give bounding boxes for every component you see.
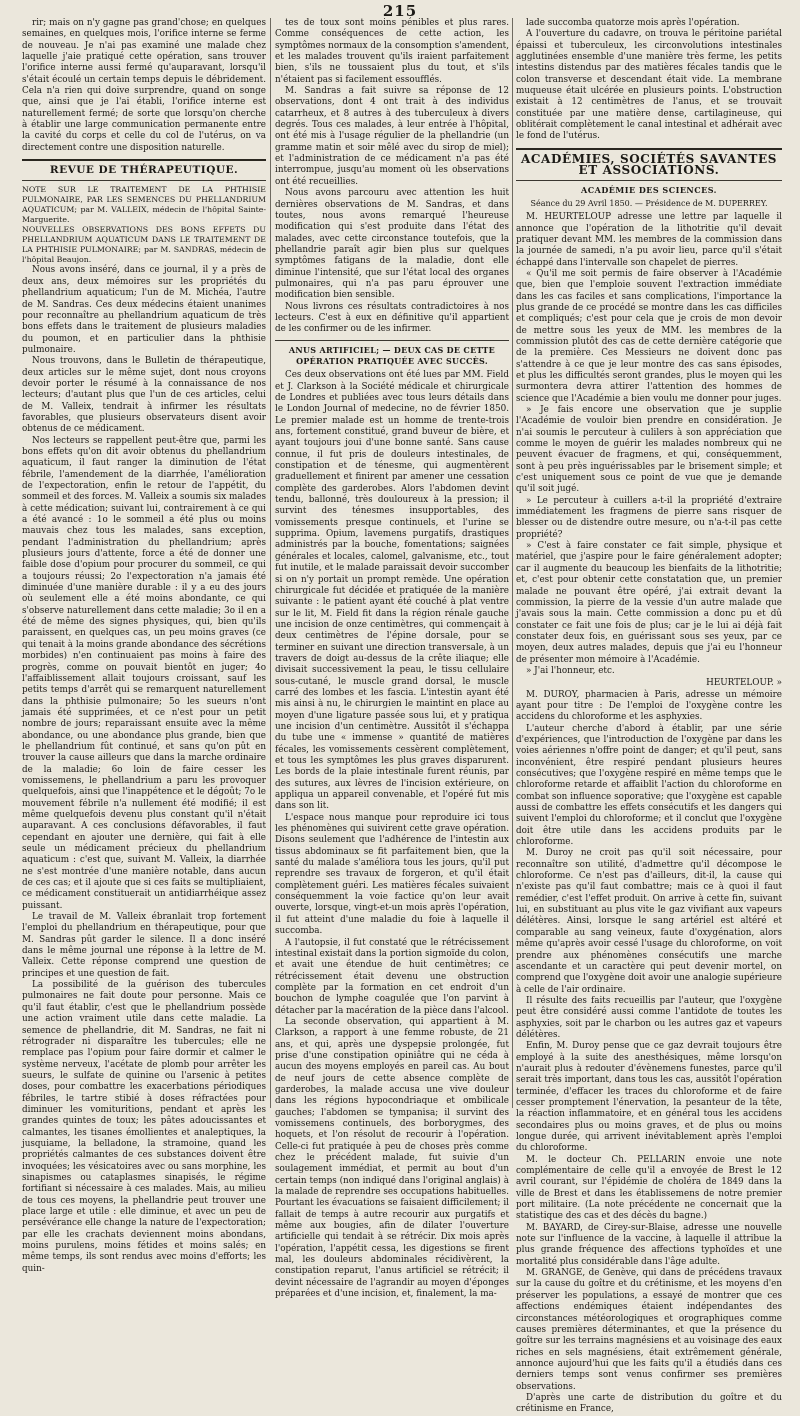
paragraph: » Le percuteur à cuillers a-t-il la propriété d'extraire immédiatement les fragmens de pierre sans risquer de blesser ou de distendre outre mesure, ou n'a-t-il pas cette propriété?: [516, 495, 782, 540]
paragraph: Nous avons inséré, dans ce journal, il y a près de deux ans, deux mémoires sur les propriétés du phellandrium aquaticum; l'un de M. Michéa, l'autre de M. Sandras. Ces deux médecins étaient unanimes pour reconnaître au phellandrium aquaticum de très bons effets dans le traitement de plusieurs maladies du poumon, et en particulier dans la phthisie pulmonaire.: [22, 265, 266, 355]
section-title-academies: ACADÉMIES, SOCIÉTÉS SAVANTES ET ASSOCIATIONS.: [520, 151, 777, 178]
paragraph: » Je fais encore une observation que je supplie l'Académie de vouloir bien prendre en considération. Je n'ai soumis le percuteur à culilers à son appréciation que comme le moyen de guérir les malades nombreux qui ne peuvent évacuer de fragmens, et qui, conséquemment, sont à peu près inguérissables par le brisement simple; et c'est uniquement sous ce point de vue que je demande qu'il soit jugé.: [516, 405, 782, 495]
column-rule-2: [512, 18, 513, 1108]
paragraph: Nous livrons ces résultats contradictoires à nos lecteurs. C'est à eux en définitive qu'il appartient de les confirmer ou de les infirmer.: [275, 301, 509, 335]
article-heading-valleix: NOTE SUR LE TRAITEMENT DE LA PHTHISIE PULMONAIRE, PAR LES SEMENCES DU PHELLANDRIUM AQUATICUM; par M. VALLEIX, médecin de l'hôpital Sainte-Marguerite.: [22, 185, 266, 225]
paragraph: D'après une carte de distribution du goître et du crétinisme en France,: [516, 1392, 782, 1415]
section-divider: [22, 180, 266, 181]
paragraph: L'espace nous manque pour reproduire ici tous les phénomènes qui suivirent cette grave opération. Disons seulement que l'adhérence de l'intestin aux tissus abdominaux se fit parfaitement bien, que la santé du malade s'améliora tous les jours, qu'il put reprendre ses travaux de forgeron, et qu'il était complètement guéri. Les matières fécales suivaient conséquemment la voie factice qu'on leur avait ouverte, lorsque, vingt-et-un mois après l'opération, il fut atteint d'une maladie du foie à laquelle il succomba.: [275, 812, 509, 937]
page-number: 215: [382, 2, 418, 20]
paragraph: La seconde observation, qui appartient à M. Clarkson, a rapport à une femme robuste, de 21 ans, et qui, après une dyspepsie prolongée, fut prise d'une constipation opiniâtre qui ne céda à aucun des moyens employés en pareil cas. Au bout de neuf jours de cette absence complète de garderobes, la malade accusa une vive douleur dans les régions hypocondriaque et ombilicale gauches; l'abdomen se tympanisa; il survint des vomissemens continuels, des borborygmes, des hoquets, et l'on résolut de recourir à l'opération. Celle-ci fut pratiquée à peu de choses près comme chez le précédent malade, fut suivie d'un soulagement immédiat, et permit au bout d'un certain temps (non indiqué dans l'original anglais) à la malade de reprendre ses occupations habituelles. Pourtant les évacuations se faisaient difficilement; il fallait de temps à autre recourir aux purgatifs et même aux bougies, afin de dilater l'ouverture artificielle qui tendait à se rétrécir. Dix mois après l'opération, l'appétit cessa, les digestions se firent mal, les douleurs abdominales récidivèrent, la constipation reparut, l'anus artificiel se rétrécit; il devint nécessaire de l'agrandir au moyen d'éponges préparées et d'une incision, et, finalement, la ma-: [275, 1016, 509, 1300]
section-divider: [516, 148, 782, 150]
paragraph: M. HEURTELOUP adresse une lettre par laquelle il annonce que l'opération de la lithotritie qu'il devait pratiquer devant MM. les membres de la commission dans la journée de samedi, n'a pu avoir lieu, parce qu'il s'était échappé dans l'intervalle son chapelet de pierres.: [516, 212, 782, 268]
paragraph: M. Sandras a fait suivre sa réponse de 12 observations, dont 4 ont trait à des individus catarrheux, et 8 autres à des tuberculeux à divers degrés. Tous ces malades, à leur entrée à l'hôpital, ont été mis à l'usage régulier de la phellandrie (un gramme matin et soir mêlé avec du sirop de miel); et l'administration de ce médicament n'a pas été interrompue, jusqu'au moment où les observations ont été recueillies.: [275, 86, 509, 187]
paragraph: Ces deux observations ont été lues par MM. Field et J. Clarkson à la Société médicale et chirurgicale de Londres et publiées avec tous leurs détails dans le London Journal of medecine, no de février 1850. Le premier malade est un homme de trente-trois ans, fortement constitué, grand buveur de bière, et ayant toujours joui d'une bonne santé. Sans cause connue, il fut pris de douleurs intestinales, de constipation et de ténesme, qui augmentèrent graduellement et finirent par amener une cessation complète des garderobes. Alors l'abdomen devint tendu, ballonné, très douloureux à la pression; il survint des ténesmes insupportables, des vomissements presque continuels, et l'urine se supprima. Opium, lavemens purgatifs, drastiques administrés par la bouche, fomentations; saignées générales et locales, calomel, galvanisme, etc., tout fut inutile, et le malade paraissait devoir succomber si on n'y portait un prompt remède. Une opération chirurgicale fut décidée et pratiquée de la manière suivante : le patient ayant été couché à plat ventre sur le lit, M. Field fit dans la région rénale gauche une incision de onze centimètres, qui commençait à deux centimètres de l'épine dorsale, pour se terminer en suivant une direction transversale, à un travers de doigt au-dessus de la crête iliaque; elle divisait successivement la peau, le tissu cellulaire sous-cutané, le muscle grand dorsal, le muscle carré des lombes et les fascia. L'intestin ayant été mis ainsi à nu, le chirurgien le maintint en place au moyen d'une ligature passée sous lui, et y pratiqua une incision d'un centimètre. Aussitôt il s'échappa du tube une « immense » quantité de matières fécales, les vomissements cessèrent complètement, et tous les symptômes les plus graves disparurent. Les bords de la plaie intestinale furent réunis, par des sutures, aux lèvres de l'incision extérieure, on appliqua un appareil convenable, et l'opéré fut mis dans son lit.: [275, 370, 509, 812]
paragraph: Il résulte des faits recueillis par l'auteur, que l'oxygène peut être considéré aussi comme l'antidote de toutes les asphyxies, soit par le charbon ou les autres gaz et vapeurs délétères.: [516, 995, 782, 1040]
article-heading-sandras: NOUVELLES OBSERVATIONS DES BONS EFFETS DU PHELLANDRIUM AQUATICUM DANS LE TRAITEMENT DE LA PHTHISIE PULMONAIRE; par M. SANDRAS, médecin de l'hôpital Beaujon.: [22, 225, 266, 265]
subsection-title: ACADÉMIE DES SCIENCES.: [581, 185, 717, 196]
paragraph: tes de toux sont moins pénibles et plus rares. Comme conséquences de cette action, les symptômes normaux de la consomption s'amendent, et les malades trouvent qu'ils iraient parfaitement bien, s'ils ne toussaient plus du tout, et s'ils n'étaient pas si facilement essoufflés.: [275, 18, 509, 85]
paragraph: L'auteur cherche d'abord à établir, par une série d'expériences, que l'introduction de l'oxygène par dans les voies aériennes n'offre point de danger; et qu'il peut, sans inconvénient, être respiré pendant plusieurs heures consécutives; que l'oxygène respiré en même temps que le chloroforme retarde et affaiblit l'action du chloroforme en combat son influence soporative; que l'oxygène est capable aussi de combattre les effets consécutifs et les dangers qui suivent l'emploi du chloroforme; et il conclut que l'oxygène doit être utile dans les accidens produits par le chloroforme.: [516, 723, 782, 848]
signature: HEURTELOUP. »: [706, 678, 782, 689]
paragraph: Nos lecteurs se rappellent peut-être que, parmi les bons effets qu'on dit avoir obtenus du phellandrium aquaticum, il faut ranger la diminution de l'état fébrile, l'amendement de la diarrhée, l'amélioration de l'expectoration, enfin le retour de l'appétit, du sommeil et des forces. M. Valleix a soumis six malades à cette médication; suivant lui, contrairement à ce qui a été avancé : 1o le sommeil a été plus ou moins mauvais chez tous les malades, sans exception, pendant l'administration du phellandrium; après plusieurs jours d'attente, force a été de donner une faible dose d'opium pour procurer du sommeil, ce qui a toujours réussi; 2o l'expectoration n'a jamais été diminuée d'une manière durable : il y a eu des jours où seulement elle a été moins abondante, ce qui s'observe naturellement dans cette maladie; 3o il en a été de même des signes physiques, qui, bien qu'ils paraissent, en quelques cas, un peu moins graves (ce qui tenait à la moins grande abondance des sécrétions morbides) n'en continuaient pas moins à faire des progrès, comme on pouvait bientôt en juger; 4o l'affaiblissement allait toujours croissant, sauf les petits temps d'arrêt qui se remarquent naturellement dans la phthisie pulmonaire; 5o les sueurs n'ont jamais été supprimées, et ce n'est pour un petit nombre de jours; reparaissant ensuite avec la même abondance, ou une abondance plus grande, bien que le phellandrium fût continué, et sans qu'on pût en trouver la cause ailleurs que dans la marche ordinaire de la maladie; 6o loin de faire cesser les vomissemens, le phellandrium a paru les provoquer quelquefois, ainsi que l'inappétence et le dégoût; 7o le mouvement fébrile n'a nullement été modifié; il est même quelquefois devenu plus constant qu'il n'était auparavant. A ces conclusions défavorables, il faut cependant en ajouter une dernière, qui fait à elle seule un médicament précieux du phellandrium aquaticum : c'est que, suivant M. Valleix, la diarrhée ne s'est montrée d'une manière notable, dans aucun de ces cas; et il ajoute que si ces faits se multipliaient, ce médicament constituerait un antidiarrhéique assez puissant.: [22, 435, 266, 911]
paragraph: » J'ai l'honneur, etc.: [526, 665, 615, 676]
column-1: [22, 18, 266, 1274]
paragraph: La possibilité de la guérison des tubercules pulmonaires ne fait doute pour personne. Mais ce qu'il faut établir, c'est que le phellandrium possède une action vraiment utile dans cette maladie. La semence de phellandrie, dit M. Sandras, ne fait ni rétrograder ni disparaître les tubercules; elle ne remplace pas l'opium pour faire dormir et calmer le système nerveux, l'acétate de plomb pour arrêter les sueurs, le sulfate de quinine ou l'arsenic à petites doses, pour combattre les exacerbations périodiques fébriles, le tartre stibié à doses réfractées pour diminuer les vomituritions, pendant et après les grandes quintes de toux; les pâtes adoucissantes et calmantes, les tisanes émollientes et analeptiques, la jusquiame, la belladone, la stramoine, quand les propriétés calmantes de ces substances doivent être invoquées; les vésicatoires avec ou sans morphine, les sinapismes ou cataplasmes sinapisés, le régime fortifiant si nécessaire à ces malades. Mais, au milieu de tous ces moyens, la phellandrie peut trouver une place large et utile : elle diminue, et avec un peu de persévérance elle change la nature de l'expectoration; par elle les crachats deviennent moins abondans, moins purulens, moins fétides et moins salés; en même temps, ils sont rendus avec moins d'efforts; les quin-: [22, 980, 266, 1274]
paragraph: Nous trouvons, dans le Bulletin de thérapeutique, deux articles sur le même sujet, dont nous croyons devoir porter le résumé à la connaissance de nos lecteurs; d'autant plus que l'un de ces articles, celui de M. Valleix, tendrait à infirmer les résultats favorables, que plusieurs observateurs disent avoir obtenus de ce médicament.: [22, 356, 266, 435]
section-divider: [516, 180, 782, 181]
paragraph: M. BAYARD, de Cirey-sur-Blaise, adresse une nouvelle note sur l'influence de la vaccine, à laquelle il attribue la plus grande fréquence des affections typhoïdes et une mortalité plus considérable dans l'âge adulte.: [516, 1222, 782, 1267]
paragraph: M. DUROY, pharmacien à Paris, adresse un mémoire ayant pour titre : De l'emploi de l'oxygène contre les accidens du chloroforme et les asphyxies.: [516, 689, 782, 723]
session-line: Séance du 29 Avril 1850. — Présidence de M. DUPERREY.: [530, 198, 768, 208]
paragraph: M. Duroy ne croit pas qu'il soit nécessaire, pour reconnaître son utilité, d'admettre qu'il décompose le chloroforme. Ce n'est pas d'ailleurs, dit-il, la cause qui n'existe pas qu'il faut combattre; mais ce à quoi il faut remédier, c'est l'effet produit. On arrive à cette fin, suivant lui, en substituant au plus vite le gaz vivifiant aux vapeurs délétères. Ainsi, lorsque le sang artériel est altéré et comparable au sang veineux, faute d'oxygénation, alors même qu'après avoir cessé l'usage du chloroforme, on voit prendre aux phénomènes consécutifs une marche ascendante et un caractère qui peut devenir mortel, on comprend que l'oxygène doit avoir une analogie supérieure à celle de l'air ordinaire.: [516, 848, 782, 995]
paragraph: « Qu'il me soit permis de faire observer à l'Académie que, bien que l'emploie souvent l'extraction immédiate dans les cas faciles et sans complications, l'importance la plus grande de ce procédé se montre dans les cas difficiles et compliqués; c'est pour cela que je crois de mon devoir de mettre sous les yeux de MM. les membres de la commission plutôt des cas de cette dernière catégorie que de la première. Ces Messieurs ne doivent donc pas s'attendre à ce que je leur montre des cas sans épisodes, et plus les difficultés seront grandes, plus le moyen qui les surmontera devra attirer l'attention des hommes de science que l'Académie a bien voulu me donner pour juges.: [516, 268, 782, 404]
paragraph: Le travail de M. Valleix ébranlait trop fortement l'emploi du phellandrium en thérapeutique, pour que M. Sandras pût garder le silence. Il a donc inséré dans le même journal une réponse à la lettre de M. Valleix. Cette réponse comprend une question de principes et une question de fait.: [22, 912, 266, 979]
paragraph: A l'ouverture du cadavre, on trouva le péritoine pariétal épaissi et tuberculeux, les circonvolutions intestinales agglutinées ensemble d'une manière très ferme, les petits intestins distendus par des matières fécales tandis que le colon transverse et descendant était vide. La membrane muqueuse était ulcérée en plusieurs points. L'obstruction existait à 12 centimètres de l'anus, et se trouvait constituée par une matière dense, cartilagineuse, qui oblitérait complètement le canal intestinal et adhérait avec le fond de l'utérus.: [516, 29, 782, 142]
article-heading-anus-artificiel: ANUS ARTIFICIEL; — DEUX CAS DE CETTE OPÉRATION PRATIQUÉE AVEC SUCCÈS.: [288, 344, 496, 366]
paragraph: lade succomba quatorze mois après l'opération.: [526, 18, 740, 28]
paragraph: A l'autopsie, il fut constaté que le rétrécissement intestinal existait dans la portion sigmoïde du colon, et avait une étendue de huit centimètres; ce rétrécissement était devenu une obstruction complète par la formation en cet endroit d'un bouchon de lymphe coagulée que l'on parvint à détacher par la macération de la pièce dans l'alcool.: [275, 937, 509, 1016]
paragraph: Enfin, M. Duroy pense que ce gaz devrait toujours être employé à la suite des anesthésiques, même lorsqu'on n'aurait plus à redouter d'évènemens funestes, parce qu'il serait très important, dans tous les cas, aussitôt l'opération terminée, d'effacer les traces du chloroforme et de faire cesser promptement l'énervation, la pesanteur de la tête, la réaction inflammatoire, et en général tous les accidens secondaires plus ou moins graves, et de plus ou moins longue durée, qui arrivent inévitablement après l'emploi du chloroforme.: [516, 1041, 782, 1154]
paragraph: Nous avons parcouru avec attention les huit dernières observations de M. Sandras, et dans toutes, nous avons remarqué l'heureuse modification qui s'est produite dans l'état des malades, avec cette circonstance toutefois, que la phellandrie paraît agir bien plus sur quelques symptômes fatigans de la maladie, dont elle diminue l'intensité, que sur l'état local des organes pulmonaires, qui n'a pas paru éprouver une modification bien sensible.: [275, 188, 509, 301]
article-divider: [275, 340, 509, 341]
intro-paragraph: rir; mais on n'y gagne pas grand'chose; en quelques semaines, en quelques mois, l'orifice interne se ferme de nouveau. Je n'ai pas examiné une malade chez laquelle j'aie pratiqué cette opération, sans trouver l'orifice interne aussi fermé qu'auparavant, lorsqu'il s'était écoulé un certain temps depuis le débridement. Cela n'a rien qui doive surprendre, quand on songe que, ainsi que je l'ai établi, l'orifice interne est naturellement fermé; de sorte que lorsqu'on cherche à établir une large communication permanente entre la cavité du corps et celle du col de l'utérus, on va directement contre une disposition naturelle.: [22, 18, 266, 153]
paragraph: M. GRANGE, de Genève, qui dans de précédens travaux sur la cause du goître et du crétinisme, et les moyens d'en préserver les populations, a essayé de montrer que ces affections endémiques étaient indépendantes des circonstances météorologiques et orographiques comme causes premières déterminantes, et que la présence du goître sur les terrains magnésiens et au voisinage des eaux riches en sels magnésiens, était extrêmement générale, annonce aujourd'hui que les faits qu'il a étudiés dans ces derniers temps sont venus confirmer ses premières observations.: [516, 1268, 782, 1392]
paragraph: M. le docteur Ch. PELLARIN envoie une note complémentaire de celle qu'il a envoyée de Brest le 12 avril courant, sur l'épidémie de choléra de 1849 dans la ville de Brest et dans les établissemens de notre premier port militaire. (La note précédente ne concernait que la statistique des cas et des décès du bagne.): [516, 1154, 782, 1222]
column-rule-1: [270, 18, 271, 1108]
column-2: [275, 18, 509, 1300]
section-divider: [22, 159, 266, 161]
section-title-therapeutique: REVUE DE THÉRAPEUTIQUE.: [49, 164, 239, 177]
column-3: [516, 18, 782, 1415]
paragraph: » C'est à faire constater ce fait simple, physique et matériel, que j'aspire pour le faire généralement adopter; car il augmente du beaucoup les bienfaits de la lithotritie; et, c'est pour obtenir cette constatation que, un premier malade ne pouvant être opéré, j'ai extrait devant la commission, la pierre de la vessie d'un autre malade que j'avais sous la main. Cette commission a donc pu et dû constater ce fait une fois de plus; car je le lui ai déjà fait constater deux fois, en guérissant sous ses yeux, par ce moyen, deux autres malades, depuis que j'ai eu l'honneur de présenter mon mémoire à l'Académie.: [516, 541, 782, 665]
